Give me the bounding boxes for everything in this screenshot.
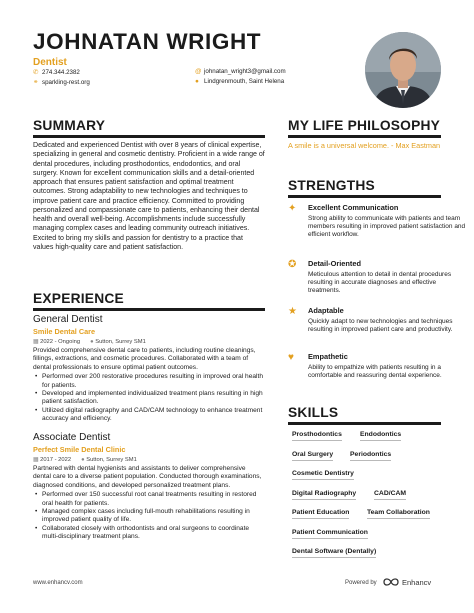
skill-tag: Oral Surgery [292, 451, 333, 461]
skills-row [288, 451, 458, 471]
experience-item [33, 432, 265, 542]
summary-heading: SUMMARY [33, 118, 106, 133]
website-contact[interactable] [33, 78, 90, 86]
strength-item [288, 259, 452, 296]
skill-tag: Prosthodontics [292, 431, 342, 441]
skill-tag: Endodontics [360, 431, 401, 441]
website-text[interactable]: sparkling-rest.org [42, 78, 90, 86]
job-location: ● Sutton, Surrey SM1 [81, 457, 137, 463]
summary-divider [33, 135, 265, 138]
strength-description: Meticulous attention to detail in dental procedures resulting in accurate diagnoses and effective treatments. [308, 271, 452, 295]
location-contact [195, 78, 284, 85]
job-title: Associate Dentist [33, 432, 111, 443]
strength-title: Excellent Communication [308, 203, 399, 212]
skills-row [288, 529, 458, 549]
email-text[interactable]: johnatan_wright3@gmail.com [204, 68, 286, 75]
enhancv-logo-text: Enhancv [402, 577, 432, 587]
link-icon: ⚭ [33, 79, 39, 86]
magic-wand-icon: ✦ [288, 203, 297, 214]
at-icon: @ [195, 68, 202, 75]
strengths-heading: STRENGTHS [288, 178, 375, 193]
achievement-item: • Collaborated closely with orthodontists and oral surgeons to coordinate multi-disciplinary treatment plans. [33, 525, 265, 542]
job-achievements [33, 491, 265, 541]
job-meta [33, 457, 265, 463]
strength-description: Strong ability to communicate with patients and team members resulting in improved patient satisfaction and efficient workflow. [308, 215, 466, 239]
resume-header [33, 30, 363, 68]
achievement-item: • Developed and implemented individualized treatment plans resulting in high patient satisfaction. [33, 390, 265, 407]
skill-tag: Patient Communication [292, 529, 368, 539]
strength-item [288, 203, 466, 240]
skill-tag: CAD/CAM [374, 490, 406, 500]
job-description: Provided comprehensive dental care to patients, including routine cleanings, fillings, extractions, and cosmetic procedures. Collaborated with a team of dental professionals to ensure optimal patient outcomes. [33, 347, 256, 371]
location-pin-icon: ● [195, 78, 199, 85]
skills-divider [288, 422, 441, 425]
candidate-role: Dentist [33, 57, 67, 68]
strength-description: Ability to empathize with patients resulting in a comfortable and reassuring dental experience. [308, 364, 442, 380]
experience-divider [33, 308, 265, 311]
job-location: ● Sutton, Surrey SM1 [90, 339, 146, 345]
footer-powered-by: Powered by [345, 580, 377, 586]
skills-row [288, 470, 458, 490]
location-pin-icon: ● [90, 339, 94, 345]
avatar [365, 32, 441, 108]
skill-tag: Periodontics [350, 451, 391, 461]
skills-row [288, 548, 458, 568]
achievement-item: • Performed over 150 successful root canal treatments resulting in restored oral health for patients. [33, 491, 265, 508]
location-text: Lindgrenmouth, Saint Helena [204, 78, 285, 85]
skills-heading: SKILLS [288, 405, 339, 420]
strength-item [288, 306, 453, 334]
achievement-item: • Performed over 200 restorative procedures resulting in improved oral health for patients. [33, 373, 265, 390]
strength-item [288, 352, 448, 380]
achievement-item: • Utilized digital radiography and CAD/CAM technology to enhance treatment accuracy and efficiency. [33, 407, 265, 424]
experience-heading: EXPERIENCE [33, 291, 124, 306]
skill-tag: Team Collaboration [367, 509, 430, 519]
strength-title: Detail-Oriented [308, 259, 361, 268]
philosophy-divider [288, 135, 441, 138]
medal-icon: ✪ [288, 259, 297, 270]
job-dates: ▦ 2022 - Ongoing [33, 339, 81, 345]
email-contact[interactable] [195, 68, 286, 75]
skill-tag: Dental Software (Dentally) [292, 548, 376, 558]
experience-item [33, 314, 265, 424]
skill-tag: Cosmetic Dentistry [292, 470, 354, 480]
company-name: Perfect Smile Dental Clinic [33, 445, 126, 454]
job-dates: ▦ 2017 - 2022 [33, 457, 72, 463]
skills-list [288, 431, 458, 568]
philosophy-quote: A smile is a universal welcome. - Max Eastman [288, 141, 441, 150]
company-name: Smile Dental Care [33, 327, 96, 336]
skills-row [288, 431, 458, 451]
phone-icon: ✆ [33, 69, 39, 76]
job-meta [33, 339, 265, 345]
phone-contact [33, 68, 80, 76]
strength-title: Adaptable [308, 306, 344, 315]
strength-description: Quickly adapt to new technologies and techniques resulting in improved patient care and productivity. [308, 318, 453, 334]
candidate-name: JOHNATAN WRIGHT [33, 29, 262, 54]
calendar-icon: ▦ [33, 339, 39, 345]
heart-icon: ♥ [288, 352, 294, 363]
achievement-item: • Managed complex cases including full-mouth rehabilitations resulting in improved patient quality of life. [33, 508, 265, 525]
star-icon: ★ [288, 306, 297, 317]
summary-text: Dedicated and experienced Dentist with over 8 years of clinical expertise, specializing in general and cosmetic dentistry. Proficient in a wide range of dental procedures, including prosthodontics, endodontics, and oral surgery. Known for excellent communication skills and a detail-oriented approach that ensures patient satisfaction and optimal treatment outcomes. Strong adaptability to new technologies and techniques to improve patient care and practice efficiency. Committed to providing personalized and compassionate care to patients, enhancing their dental health and overall well-being. Accomplishments include successfully managing complex cases and leading community outreach initiatives. Excited to bring my skills and passion for dentistry to a practice that values high-quality care and patient satisfaction. [33, 142, 265, 251]
skill-tag: Patient Education [292, 509, 349, 519]
skills-row [288, 490, 458, 510]
calendar-icon: ▦ [33, 457, 39, 463]
philosophy-heading: MY LIFE PHILOSOPHY [288, 118, 441, 133]
phone-text: 274.344.2382 [42, 68, 80, 76]
strength-title: Empathetic [308, 352, 348, 361]
enhancv-logo[interactable] [383, 577, 431, 587]
strengths-divider [288, 195, 441, 198]
location-pin-icon: ● [81, 457, 85, 463]
footer-website[interactable]: www.enhancv.com [33, 580, 83, 586]
enhancv-logo-icon [383, 577, 399, 587]
job-title: General Dentist [33, 314, 103, 325]
skills-row [288, 509, 458, 529]
job-achievements [33, 373, 265, 423]
profile-photo [365, 32, 441, 108]
job-description: Partnered with dental hygienists and assistants to deliver comprehensive dental care to a diverse patient population. Conducted thorough examinations, diagnosed conditions, and developed personalized treatment plans. [33, 465, 262, 489]
skill-tag: Digital Radiography [292, 490, 356, 500]
